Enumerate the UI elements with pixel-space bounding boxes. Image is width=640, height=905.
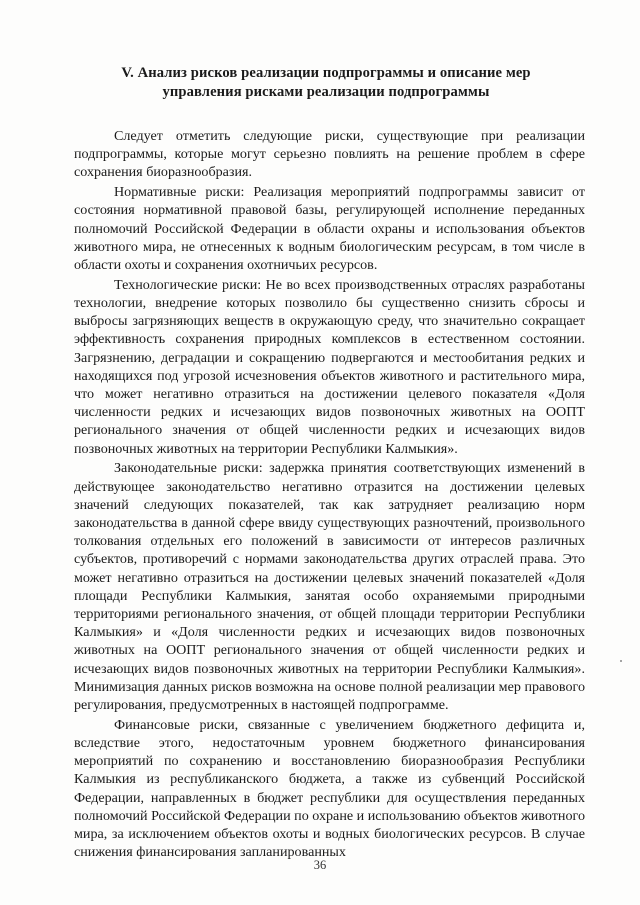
section-heading [60, 64, 592, 102]
section-heading-line-2: управления рисками реализации подпрограммы [162, 84, 490, 100]
scan-artifact-dot [620, 660, 622, 662]
paragraph-financial-risks: Финансовые риски, связанные с увеличением бюджетного дефицита и, вследствие этого, недостаточным уровнем бюджетного финансирования мероприятий по сохранению и восстановлению биоразнообразия Республики Калмыкия из республиканского бюджета, а также из субвенций Российской Федерации, направленных в бюджет республики для осуществления переданных полномочий Российской Федерации по охране и использованию объектов животного мира, за исключением объектов охоты и водных биологических ресурсов. В случае снижения финансирования запланированных [74, 716, 585, 861]
paragraph-normative-risks: Нормативные риски: Реализация мероприятий подпрограммы зависит от состояния нормативной правовой базы, регулирующей исполнение переданных полномочий Российской Федерации в области охраны и использования объектов животного мира, не отнесенных к водным биологическим ресурсам, в том числе в области охоты и сохранения охотничьих ресурсов. [74, 184, 585, 274]
page-number: 36 [313, 858, 327, 872]
body-text [74, 127, 585, 863]
section-heading-line-1: V. Анализ рисков реализации подпрограммы и описание мер [121, 65, 531, 81]
paragraph-intro: Следует отметить следующие риски, существующие при реализации подпрограммы, которые могут серьезно повлиять на решение проблем в сфере сохранения биоразнообразия. [74, 128, 585, 181]
paragraph-technological-risks: Технологические риски: Не во всех производственных отраслях разработаны технологии, внедрение которых позволило бы существенно снизить сбросы и выбросы загрязняющих веществ в окружающую среду, что значительно сокращает эффективность сохранения природных комплексов в естественном состоянии. Загрязнению, деградации и сокращению подвергаются и местообитания редких и находящихся под угрозой исчезновения объектов животного и растительного мира, что может негативно отразиться на достижении целевого показателя «Доля численности редких и исчезающих видов позвоночных животных на ООПТ регионального значения от общей численности редких и исчезающих видов позвоночных животных на территории Республики Калмыкия». [74, 276, 585, 457]
paragraph-legislative-risks: Законодательные риски: задержка принятия соответствующих изменений в действующее законодательство негативно отразится на достижении целевых значений следующих показателей, так как затрудняет реализацию норм законодательства в данной сфере ввиду существующих разночтений, произвольного толкования отдельных его положений в зависимости от интересов различных субъектов, противоречий с нормами законодательства других отраслей права. Это может негативно отразиться на достижении целевых значений показателей «Доля площади Республики Калмыкия, занятая особо охраняемыми природными территориями регионального значения, от общей площади территории Республики Калмыкия» и «Доля численности редких и исчезающих видов позвоночных животных на ООПТ регионального значения от общей численности редких и исчезающих видов позвоночных животных на территории Республики Калмыкия». Минимизация данных рисков возможна на основе полной реализации мер правового регулирования, предусмотренных в настоящей подпрограмме. [74, 460, 585, 714]
